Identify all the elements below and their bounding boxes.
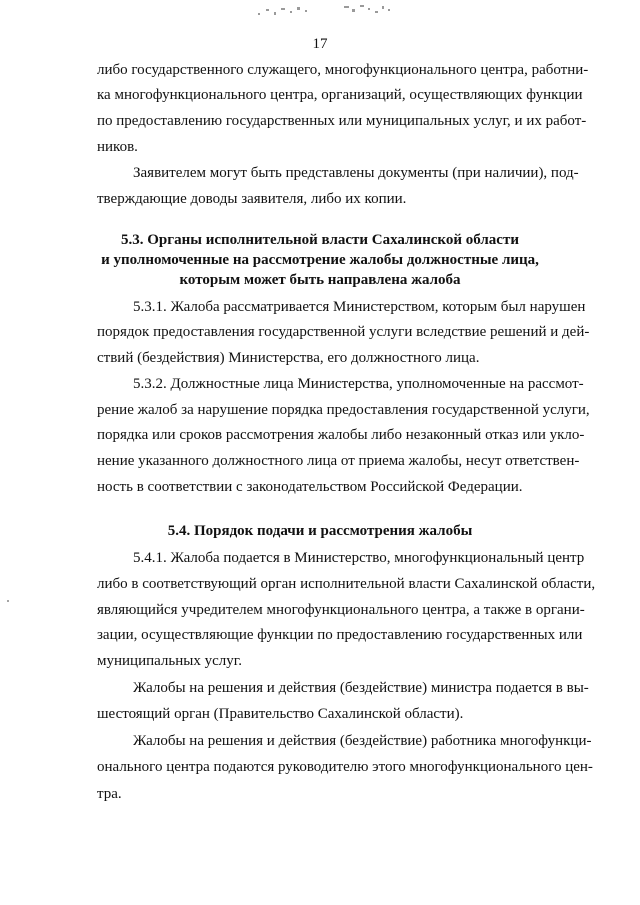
scan-speck xyxy=(7,600,9,602)
text-line: шестоящий орган (Правительство Сахалинской области). xyxy=(97,706,464,722)
text-line: либо государственного служащего, многофункционального центра, работни- xyxy=(97,62,589,78)
text-line: 5.3.2. Должностные лица Министерства, уполномоченные на рассмот- xyxy=(133,376,584,392)
text-line: порядка или сроков рассмотрения жалобы либо незаконный отказ или укло- xyxy=(97,427,585,443)
section-heading: и уполномоченные на рассмотрение жалобы должностные лица, xyxy=(101,252,539,268)
section-heading: которым может быть направлена жалоба xyxy=(179,272,461,288)
text-line: рение жалоб за нарушение порядка предоставления государственной услуги, xyxy=(97,402,590,418)
text-line: Заявителем могут быть представлены документы (при наличии), под- xyxy=(133,165,579,181)
text-line: муниципальных услуг. xyxy=(97,653,242,669)
text-line: либо в соответствующий орган исполнительной власти Сахалинской области, xyxy=(97,576,596,592)
text-line: тра. xyxy=(97,786,122,802)
scan-artifact xyxy=(0,0,640,30)
text-line: ников. xyxy=(97,139,138,155)
text-line: нение указанного должностного лица от приема жалобы, несут ответствен- xyxy=(97,453,580,469)
text-line: зации, осуществляющие функции по предоставлению государственных или xyxy=(97,627,583,643)
section-heading: 5.4. Порядок подачи и рассмотрения жалобы xyxy=(167,523,473,539)
text-line: ка многофункционального центра, организаций, осуществляющих функции xyxy=(97,87,583,103)
page-number: 17 xyxy=(312,36,328,52)
text-line: являющийся учредителем многофункционального центра, а также в органи- xyxy=(97,602,585,618)
text-line: ность в соответствии с законодательством Российской Федерации. xyxy=(97,479,523,495)
text-line: 5.3.1. Жалоба рассматривается Министерством, которым был нарушен xyxy=(133,299,586,315)
text-line: ствий (бездействия) Министерства, его должностного лица. xyxy=(97,350,480,366)
section-heading: 5.3. Органы исполнительной власти Сахалинской области xyxy=(121,232,519,248)
text-line: порядок предоставления государственной услуги вследствие решений и дей- xyxy=(97,324,590,340)
text-line: по предоставлению государственных или муниципальных услуг, и их работ- xyxy=(97,113,587,129)
text-line: тверждающие доводы заявителя, либо их копии. xyxy=(97,191,407,207)
text-line: Жалобы на решения и действия (бездействие) работника многофункци- xyxy=(133,733,592,749)
text-line: онального центра подаются руководителю этого многофункционального цен- xyxy=(97,759,593,775)
text-line: Жалобы на решения и действия (бездействие) министра подается в вы- xyxy=(133,680,589,696)
text-line: 5.4.1. Жалоба подается в Министерство, многофункциональный центр xyxy=(133,550,585,566)
